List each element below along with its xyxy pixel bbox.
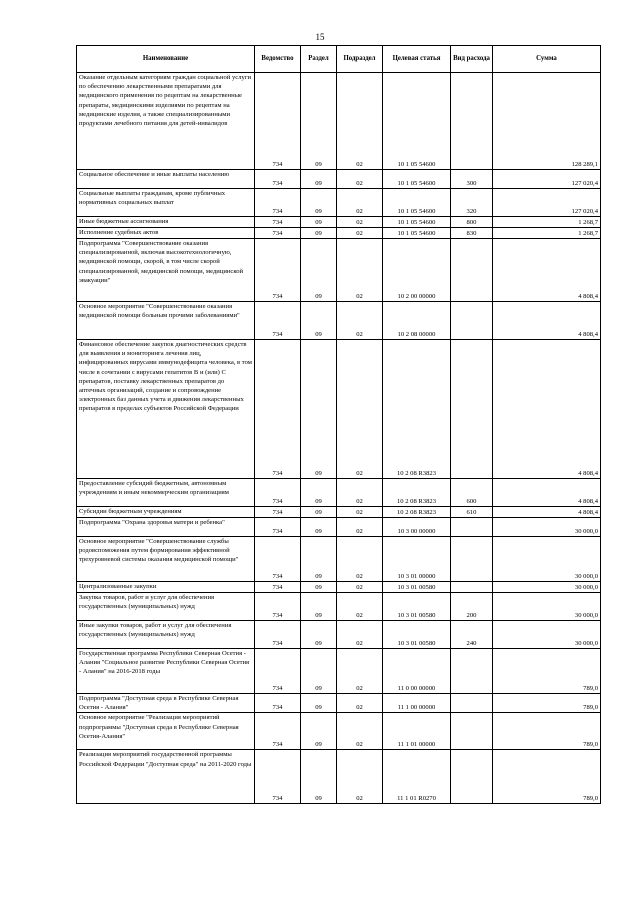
cell-department: 734: [255, 507, 301, 518]
cell-kind: 240: [451, 621, 493, 649]
cell-sum: 789,0: [493, 649, 601, 694]
budget-table: [76, 45, 601, 804]
cell-target: 10 2 08 R3823: [383, 507, 451, 518]
cell-name: Иные бюджетные ассигнования: [77, 217, 255, 228]
cell-name: Социальное обеспечение и иные выплаты населению: [77, 170, 255, 189]
cell-department: 734: [255, 189, 301, 217]
cell-name: Исполнение судебных актов: [77, 228, 255, 239]
cell-section: 09: [301, 73, 337, 170]
cell-subsection: 02: [337, 217, 383, 228]
cell-kind: 600: [451, 479, 493, 507]
cell-subsection: 02: [337, 750, 383, 804]
cell-department: 734: [255, 518, 301, 537]
cell-department: 734: [255, 649, 301, 694]
cell-sum: 30 000,0: [493, 537, 601, 582]
cell-name: Подпрограмма "Охрана здоровья матери и ребенка": [77, 518, 255, 537]
cell-sum: 1 268,7: [493, 217, 601, 228]
cell-target: 11 0 00 00000: [383, 649, 451, 694]
cell-target: 10 2 08 R3823: [383, 479, 451, 507]
header-section: Раздел: [301, 46, 337, 73]
cell-subsection: 02: [337, 694, 383, 713]
table-row: [77, 189, 601, 217]
cell-name: Централизованные закупки: [77, 582, 255, 593]
cell-kind: [451, 582, 493, 593]
cell-section: 09: [301, 649, 337, 694]
table-row: [77, 479, 601, 507]
cell-section: 09: [301, 582, 337, 593]
cell-department: 734: [255, 479, 301, 507]
cell-section: 09: [301, 694, 337, 713]
cell-name: Иные закупки товаров, работ и услуг для обеспечения государственных (муниципальных) нужд: [77, 621, 255, 649]
table-row: [77, 593, 601, 621]
cell-name: Основное мероприятие "Совершенствование службы родовспоможения путем формирования эффективной трехуровневой системы оказания медицинской помощи": [77, 537, 255, 582]
cell-section: 09: [301, 239, 337, 302]
table-row: [77, 302, 601, 340]
page-number: 15: [315, 32, 325, 42]
cell-subsection: 02: [337, 228, 383, 239]
cell-sum: 4 808,4: [493, 479, 601, 507]
cell-name: Государственная программа Республики Северная Осетия - Алания "Социальное развитие Республики Северная Осетия - Алания" на 2016-2018 годы: [77, 649, 255, 694]
cell-name: Основное мероприятие "Совершенствование оказания медицинской помощи больным прочими заболеваниями": [77, 302, 255, 340]
cell-sum: 1 268,7: [493, 228, 601, 239]
cell-target: 10 1 05 54600: [383, 217, 451, 228]
cell-target: 10 3 01 00000: [383, 537, 451, 582]
cell-department: 734: [255, 170, 301, 189]
cell-subsection: 02: [337, 239, 383, 302]
cell-section: 09: [301, 713, 337, 750]
cell-section: 09: [301, 170, 337, 189]
cell-kind: [451, 518, 493, 537]
cell-department: 734: [255, 713, 301, 750]
cell-department: 734: [255, 582, 301, 593]
table-row: [77, 239, 601, 302]
cell-subsection: 02: [337, 73, 383, 170]
table-row: [77, 340, 601, 479]
cell-subsection: 02: [337, 713, 383, 750]
cell-sum: 4 808,4: [493, 239, 601, 302]
cell-sum: 30 000,0: [493, 621, 601, 649]
cell-department: 734: [255, 73, 301, 170]
cell-sum: 789,0: [493, 713, 601, 750]
cell-target: 11 1 01 00000: [383, 713, 451, 750]
cell-target: 10 3 01 00580: [383, 593, 451, 621]
cell-sum: 789,0: [493, 694, 601, 713]
cell-section: 09: [301, 507, 337, 518]
cell-section: 09: [301, 302, 337, 340]
cell-kind: 830: [451, 228, 493, 239]
cell-kind: [451, 239, 493, 302]
header-kind: Вид расхода: [451, 46, 493, 73]
table-row: [77, 73, 601, 170]
cell-kind: [451, 73, 493, 170]
cell-kind: 200: [451, 593, 493, 621]
cell-kind: [451, 649, 493, 694]
header-sum: Сумма: [493, 46, 601, 73]
table-row: [77, 228, 601, 239]
cell-sum: 128 289,1: [493, 73, 601, 170]
cell-kind: 320: [451, 189, 493, 217]
cell-target: 10 3 01 00580: [383, 621, 451, 649]
cell-target: 10 1 05 54600: [383, 73, 451, 170]
table-row: [77, 170, 601, 189]
table-row: [77, 621, 601, 649]
cell-name: Оказание отдельным категориям граждан социальной услуги по обеспечению лекарственными препаратами для медицинского применения по рецептам на лекарственные препараты, медицинскими изделиями по рецептам на медицинские изделия, а также специализированными продуктами лечебного питания для детей-инвалидов: [77, 73, 255, 170]
cell-section: 09: [301, 479, 337, 507]
cell-sum: 4 808,4: [493, 302, 601, 340]
table-row: [77, 713, 601, 750]
table-row: [77, 537, 601, 582]
cell-department: 734: [255, 217, 301, 228]
cell-name: Закупка товаров, работ и услуг для обеспечения государственных (муниципальных) нужд: [77, 593, 255, 621]
cell-section: 09: [301, 621, 337, 649]
cell-target: 10 2 08 R3823: [383, 340, 451, 479]
cell-department: 734: [255, 302, 301, 340]
cell-name: Субсидии бюджетным учреждениям: [77, 507, 255, 518]
cell-section: 09: [301, 518, 337, 537]
cell-target: 11 1 01 R0270: [383, 750, 451, 804]
cell-name: Финансовое обеспечение закупок диагностических средств для выявления и мониторинга лечения лиц, инфицированных вирусами иммунодефицита человека, в том числе в сочетании с вирусами гепатитов B и (или) C препаратов, поставку лекарственных препаратов до аптечных организаций, создание и сопровождение электронных баз данных учета и движения лекарственных препаратов в пределах субъектов Российской Федерации: [77, 340, 255, 479]
table-row: [77, 582, 601, 593]
cell-subsection: 02: [337, 621, 383, 649]
table-row: [77, 750, 601, 804]
cell-sum: 30 000,0: [493, 518, 601, 537]
cell-subsection: 02: [337, 479, 383, 507]
cell-subsection: 02: [337, 340, 383, 479]
cell-kind: [451, 537, 493, 582]
header-subsection: Подраздел: [337, 46, 383, 73]
table-row: [77, 694, 601, 713]
cell-kind: [451, 713, 493, 750]
cell-sum: 127 020,4: [493, 170, 601, 189]
cell-kind: [451, 302, 493, 340]
cell-department: 734: [255, 228, 301, 239]
cell-sum: 30 000,0: [493, 593, 601, 621]
cell-department: 734: [255, 694, 301, 713]
cell-department: 734: [255, 340, 301, 479]
table-row: [77, 649, 601, 694]
cell-subsection: 02: [337, 518, 383, 537]
cell-subsection: 02: [337, 170, 383, 189]
cell-target: 11 1 00 00000: [383, 694, 451, 713]
cell-department: 734: [255, 750, 301, 804]
cell-subsection: 02: [337, 582, 383, 593]
cell-department: 734: [255, 239, 301, 302]
cell-sum: 4 808,4: [493, 340, 601, 479]
cell-section: 09: [301, 340, 337, 479]
cell-section: 09: [301, 189, 337, 217]
cell-name: Основное мероприятие "Реализация мероприятий подпрограммы "Доступная среда в Республике Северная Осетия-Алания": [77, 713, 255, 750]
table-header-row: [77, 46, 601, 73]
cell-target: 10 1 05 54600: [383, 189, 451, 217]
cell-section: 09: [301, 593, 337, 621]
cell-sum: 789,0: [493, 750, 601, 804]
cell-name: Реализация мероприятий государственной программы Российской Федерации "Доступная среда" на 2011-2020 годы: [77, 750, 255, 804]
cell-name: Социальные выплаты гражданам, кроме публичных нормативных социальных выплат: [77, 189, 255, 217]
cell-subsection: 02: [337, 593, 383, 621]
cell-section: 09: [301, 228, 337, 239]
cell-subsection: 02: [337, 537, 383, 582]
cell-target: 10 2 08 00000: [383, 302, 451, 340]
cell-department: 734: [255, 621, 301, 649]
cell-department: 734: [255, 537, 301, 582]
cell-section: 09: [301, 537, 337, 582]
table-body: [77, 73, 601, 804]
cell-subsection: 02: [337, 189, 383, 217]
cell-kind: 610: [451, 507, 493, 518]
table-row: [77, 518, 601, 537]
cell-subsection: 02: [337, 649, 383, 694]
cell-target: 10 1 05 54600: [383, 228, 451, 239]
table-row: [77, 217, 601, 228]
cell-department: 734: [255, 593, 301, 621]
cell-sum: 127 020,4: [493, 189, 601, 217]
cell-sum: 4 808,4: [493, 507, 601, 518]
cell-target: 10 3 01 00580: [383, 582, 451, 593]
cell-target: 10 2 00 00000: [383, 239, 451, 302]
cell-sum: 30 000,0: [493, 582, 601, 593]
cell-kind: 300: [451, 170, 493, 189]
cell-section: 09: [301, 217, 337, 228]
header-department: Ведомство: [255, 46, 301, 73]
cell-kind: [451, 750, 493, 804]
table-row: [77, 507, 601, 518]
cell-subsection: 02: [337, 302, 383, 340]
cell-kind: 800: [451, 217, 493, 228]
cell-name: Предоставление субсидий бюджетным, автономным учреждениям и иным некоммерческим организациям: [77, 479, 255, 507]
cell-name: Подпрограмма "Совершенствование оказания специализированной, включая высокотехнологичную, медицинской помощи, скорой, в том числе скорой специализированной, медицинской помощи, медицинской эвакуации": [77, 239, 255, 302]
cell-kind: [451, 694, 493, 713]
header-target: Целевая статья: [383, 46, 451, 73]
cell-section: 09: [301, 750, 337, 804]
cell-target: 10 1 05 54600: [383, 170, 451, 189]
cell-kind: [451, 340, 493, 479]
header-name: Наименование: [77, 46, 255, 73]
cell-name: Подпрограмма "Доступная среда в Республике Северная Осетия - Алания": [77, 694, 255, 713]
cell-target: 10 3 00 00000: [383, 518, 451, 537]
cell-subsection: 02: [337, 507, 383, 518]
